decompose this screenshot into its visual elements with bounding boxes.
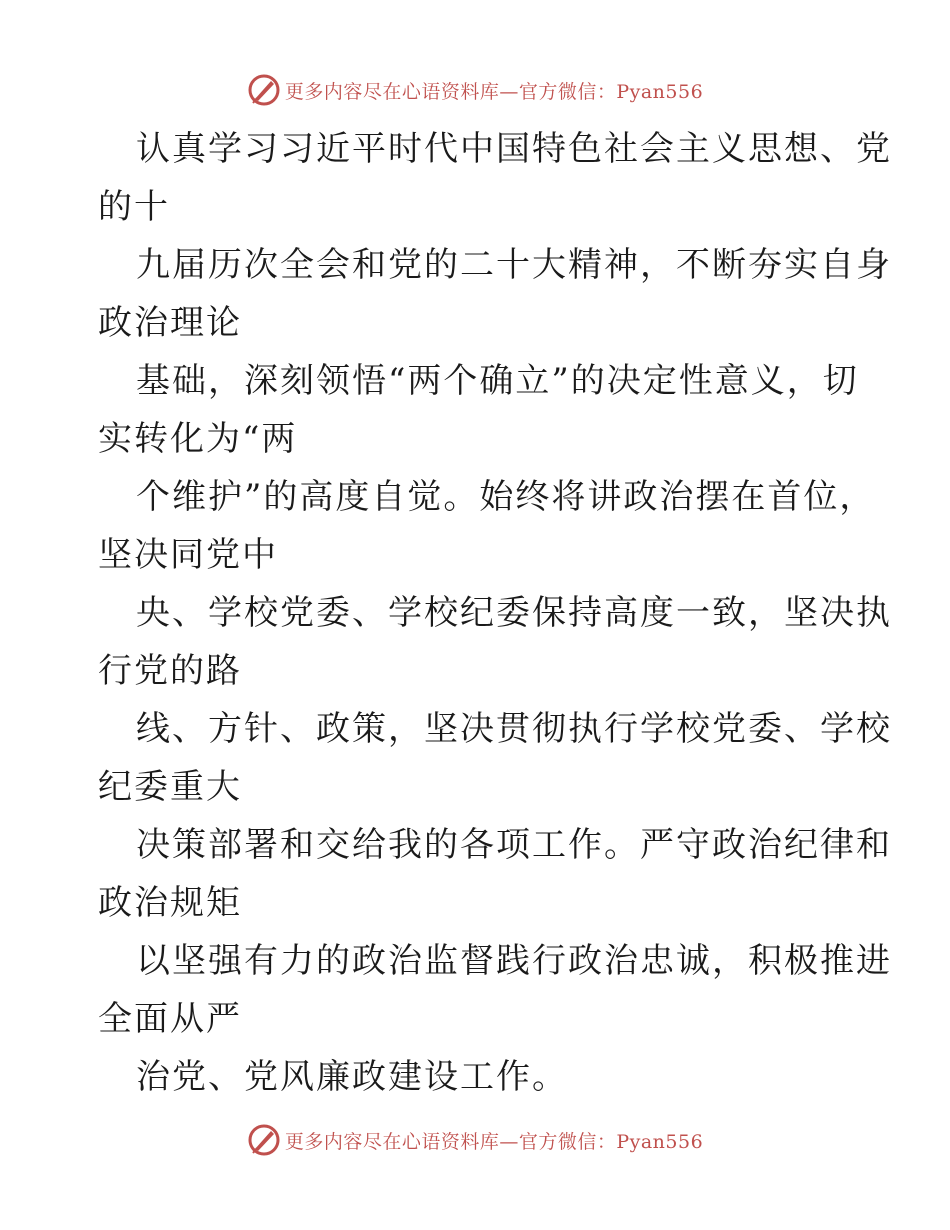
body-line: 以坚强有力的政治监督践行政治忠诚，积极推进 xyxy=(136,941,892,981)
body-line: 全面从严 xyxy=(98,999,242,1039)
body-line: 政治规矩 xyxy=(98,883,242,923)
footer-watermark-text: 更多内容尽在心语资料库—官方微信：Pyan556 xyxy=(284,1130,704,1153)
body-line: 决策部署和交给我的各项工作。严守政治纪律和 xyxy=(136,825,892,865)
body-line: 的十 xyxy=(98,187,170,227)
body-line: 央、学校党委、学校纪委保持高度一致，坚决执 xyxy=(136,593,892,633)
body-line: 纪委重大 xyxy=(98,767,242,807)
header-watermark-text: 更多内容尽在心语资料库—官方微信：Pyan556 xyxy=(284,80,704,103)
body-line: 九届历次全会和党的二十大精神，不断夯实自身 xyxy=(136,245,892,285)
footer-watermark-banner xyxy=(0,1120,950,1160)
document-body xyxy=(98,120,892,1106)
body-line: 认真学习习近平时代中国特色社会主义思想、党 xyxy=(136,129,892,169)
body-line: 实转化为“两 xyxy=(98,419,298,459)
body-line: 基础，深刻领悟“两个确立”的决定性意义，切 xyxy=(136,361,859,401)
body-line: 坚决同党中 xyxy=(98,535,278,575)
quill-pen-logo-icon xyxy=(247,1123,281,1157)
header-watermark-banner xyxy=(0,70,950,110)
body-line: 行党的路 xyxy=(98,651,242,691)
body-line: 治党、党风廉政建设工作。 xyxy=(136,1057,568,1097)
quill-pen-logo-icon xyxy=(247,73,281,107)
body-line: 个维护”的高度自觉。始终将讲政治摆在首位， xyxy=(136,477,876,517)
body-line: 政治理论 xyxy=(98,303,242,343)
body-line: 线、方针、政策，坚决贯彻执行学校党委、学校 xyxy=(136,709,892,749)
